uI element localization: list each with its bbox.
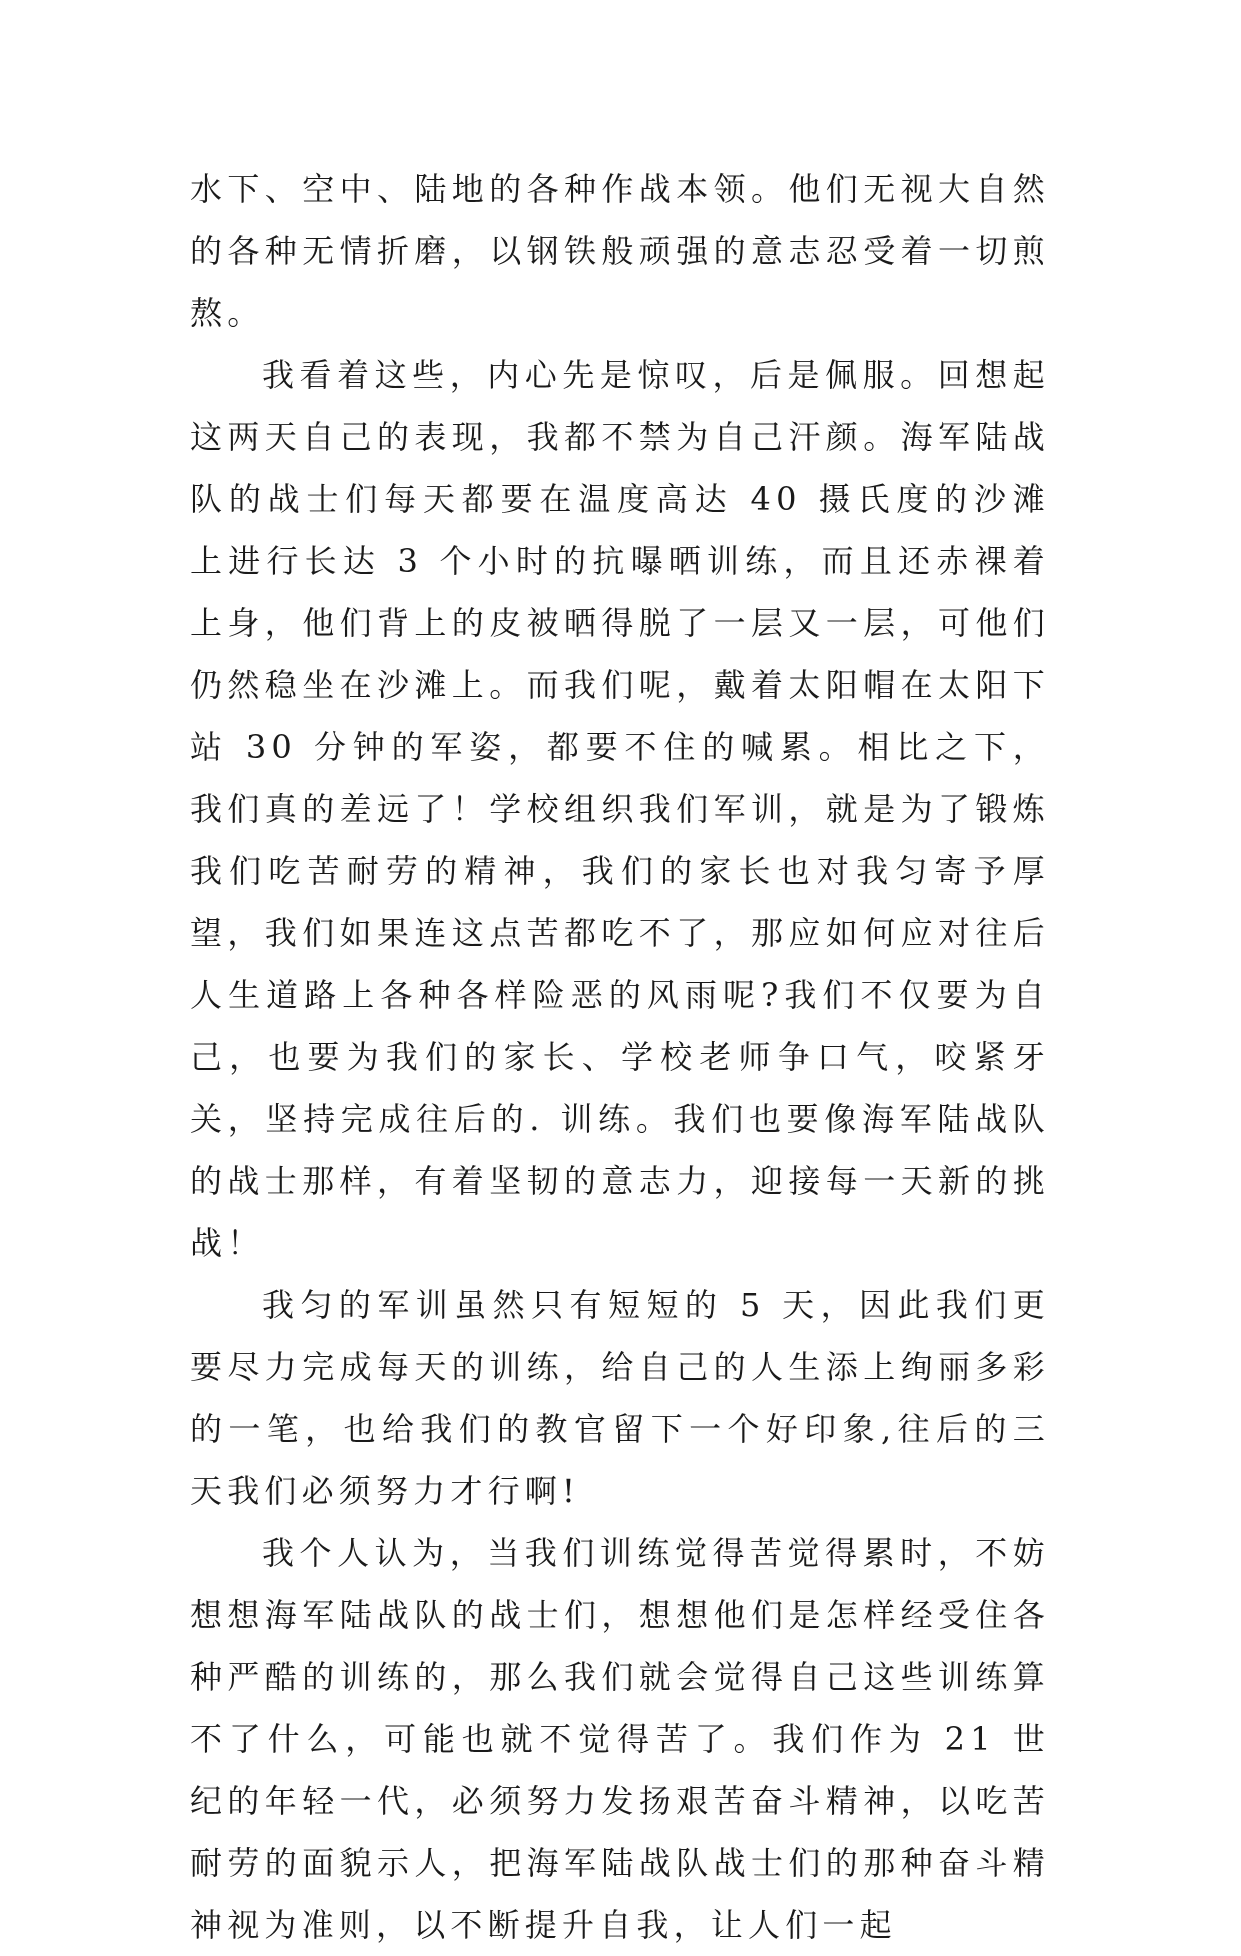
paragraph-training-days: 我匀的军训虽然只有短短的 5 天，因此我们更要尽力完成每天的训练，给自己的人生添上绚丽多彩的一笔，也给我们的教官留下一个好印象,往后的三天我们必须努力才行啊! bbox=[190, 1286, 1050, 1510]
paragraph-conclusion: 我个人认为，当我们训练觉得苦觉得累时，不妨想想海军陆战队的战士们，想想他们是怎样经受住各种严酷的训练的，那么我们就会觉得自己这些训练算不了什么，可能也就不觉得苦了。我们作为 21 世纪的年轻一代，必须努力发扬艰苦奋斗精神，以吃苦耐劳的面貌示人，把海军陆战队战士们的那种奋斗精神视为准则，以不断提升自我，让人们一起 bbox=[190, 1534, 1050, 1944]
paragraph-reflection: 我看着这些，内心先是惊叹，后是佩服。回想起这两天自己的表现，我都不禁为自己汗颜。海军陆战队的战士们每天都要在温度高达 40 摄氏度的沙滩上进行长达 3 个小时的抗曝晒训练，而且还赤裸着上身，他们背上的皮被晒得脱了一层又一层，可他们仍然稳坐在沙滩上。而我们呢，戴着太阳帽在太阳下站 30 分钟的军姿，都要不住的喊累。相比之下，我们真的差远了！学校组织我们军训，就是为了锻炼我们吃苦耐劳的精神，我们的家长也对我匀寄予厚望，我们如果连这点苦都吃不了，那应如何应对往后人生道路上各种各样险恶的风雨呢?我们不仅要为自己，也要为我们的家长、学校老师争口气，咬紧牙关，坚持完成往后的. 训练。我们也要像海军陆战队的战士那样，有着坚韧的意志力，迎接每一天新的挑战！ bbox=[190, 356, 1050, 1262]
paragraph-continued: 水下、空中、陆地的各种作战本领。他们无视大自然的各种无情折磨，以钢铁般顽强的意志忍受着一切煎熬。 bbox=[190, 170, 1050, 332]
document-body bbox=[190, 158, 1050, 1956]
